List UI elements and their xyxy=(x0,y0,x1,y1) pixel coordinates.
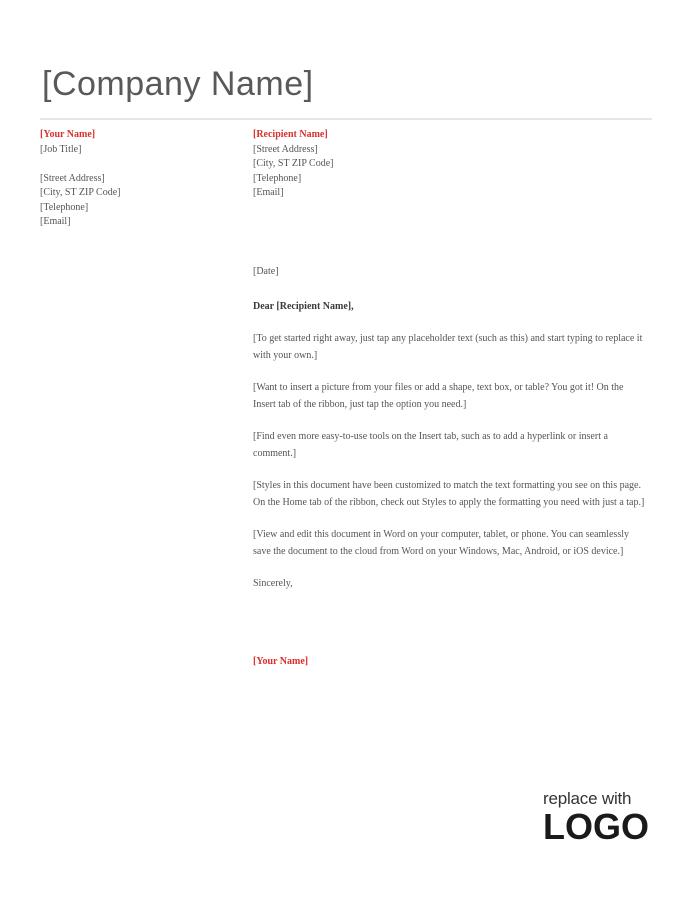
recipient-block xyxy=(253,128,633,201)
sender-email[interactable]: [Email] xyxy=(40,216,71,227)
letter-date[interactable]: [Date] xyxy=(253,266,279,277)
letter-closing[interactable]: Sincerely, xyxy=(253,578,293,589)
sender-name[interactable]: [Your Name] xyxy=(40,129,96,140)
company-name[interactable]: [Company Name] xyxy=(42,65,314,103)
header-divider xyxy=(40,118,652,120)
logo-placeholder-word: LOGO xyxy=(543,806,649,847)
recipient-telephone[interactable]: [Telephone] xyxy=(253,172,302,184)
letter-paragraph[interactable]: [Find even more easy-to-use tools on the Insert tab, such as to add a hyperlink or insert a comment.] xyxy=(253,431,608,459)
logo-placeholder[interactable] xyxy=(543,789,658,845)
logo-placeholder-caption: replace with xyxy=(543,789,632,808)
letter-body xyxy=(253,264,648,609)
sender-city[interactable]: [City, ST ZIP Code] xyxy=(40,187,121,198)
signature-name[interactable]: [Your Name] xyxy=(253,656,309,667)
sender-spacer xyxy=(40,157,230,172)
recipient-city[interactable]: [City, ST ZIP Code] xyxy=(253,158,334,169)
sender-street[interactable]: [Street Address] xyxy=(40,172,105,184)
recipient-email[interactable]: [Email] xyxy=(253,187,284,198)
letter-paragraph[interactable]: [Styles in this document have been customized to match the text formatting you see on this page. On the Home tab of the ribbon, check out Styles to apply the formatting you need with just a tap.] xyxy=(253,480,645,508)
sender-telephone[interactable]: [Telephone] xyxy=(40,201,89,213)
recipient-street[interactable]: [Street Address] xyxy=(253,143,318,155)
recipient-name[interactable]: [Recipient Name] xyxy=(253,129,328,140)
sender-job-title[interactable]: [Job Title] xyxy=(40,143,82,155)
letter-paragraph[interactable]: [Want to insert a picture from your files or add a shape, text box, or table? You got it! On the Insert tab of the ribbon, just tap the option you need.] xyxy=(253,382,624,410)
letter-salutation[interactable]: Dear [Recipient Name], xyxy=(253,300,354,312)
letter-paragraph[interactable]: [To get started right away, just tap any placeholder text (such as this) and start typing to replace it with your own.] xyxy=(253,333,643,361)
letter-paragraph[interactable]: [View and edit this document in Word on your computer, tablet, or phone. You can seamlessly save the document to the cloud from Word on your Windows, Mac, Android, or iOS device.] xyxy=(253,529,629,557)
sender-block xyxy=(40,128,230,230)
